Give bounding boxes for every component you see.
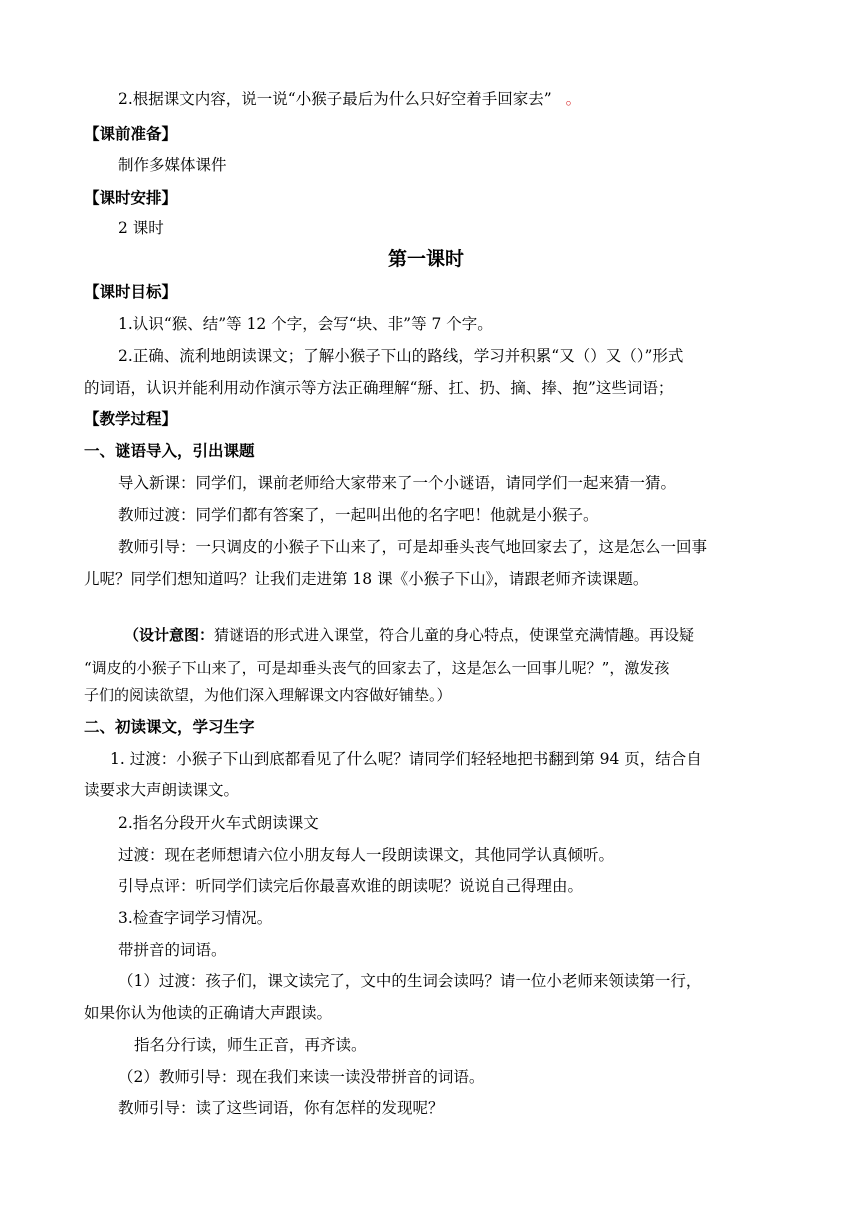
step-3-text: 3.检查字词学习情况。	[118, 909, 273, 927]
step-1-continued: 读要求大声朗读课文。	[84, 781, 240, 799]
preparation-text: 制作多媒体课件	[118, 156, 227, 174]
section-1-heading: 一、谜语导入，引出课题	[84, 442, 255, 460]
heading-lesson-goals: 【课时目标】	[84, 283, 178, 301]
guidance-continued: 儿呢？同学们想知道吗？让我们走进第 18 课《小猴子下山》，请跟老师齐读课题。	[84, 570, 649, 588]
heading-teaching-process: 【教学过程】	[84, 410, 178, 428]
substep-1-text: （1）过渡：孩子们，课文读完了，文中的生词会读吗？请一位小老师来领读第一行，	[118, 972, 702, 990]
step-2-comment: 引导点评：听同学们读完后你最喜欢谁的朗读呢？说说自己得理由。	[118, 877, 584, 895]
design-intent-line-2: “调皮的小猴子下山来了，可是却垂头丧气的回家去了，这是怎么一回事儿呢？”，激发孩	[84, 659, 670, 677]
substep-2-text: （2）教师引导：现在我们来读一读没带拼音的词语。	[118, 1068, 485, 1086]
substep-2-guidance: 教师引导：读了这些词语，你有怎样的发现呢？	[118, 1099, 444, 1117]
goal-2-text: 2.正确、流利地朗读课文；了解小猴子下山的路线，学习并积累“又（）又（）”形式	[118, 347, 684, 365]
step-1-text: 1. 过渡：小猴子下山到底都看见了什么呢？请同学们轻轻地把书翻到第 94 页，结合自	[110, 750, 702, 768]
intro-text: 导入新课：同学们，课前老师给大家带来了一个小谜语，请同学们一起来猜一猜。	[118, 474, 677, 492]
red-period-mark: 。	[565, 90, 582, 108]
design-intent-line-1	[124, 628, 694, 643]
design-intent-text: 猜谜语的形式进入课堂，符合儿童的身心特点，使课堂充满情趣。再设疑	[214, 626, 695, 644]
heading-preparation: 【课前准备】	[84, 125, 178, 143]
design-intent-label: （设计意图：	[124, 626, 215, 644]
goal-1-text: 1.认识“猴、结”等 12 个字，会写“块、非”等 7 个字。	[118, 315, 493, 333]
transition-text: 教师过渡：同学们都有答案了，一起叫出他的名字吧！他就是小猴子。	[118, 506, 599, 524]
guidance-text: 教师引导：一只调皮的小猴子下山来了，可是却垂头丧气地回家去了，这是怎么一回事	[118, 538, 708, 556]
section-2-heading: 二、初读课文，学习生字	[84, 718, 255, 736]
pinyin-words-label: 带拼音的词语。	[118, 941, 227, 959]
substep-1-continued: 如果你认为他读的正确请大声跟读。	[84, 1004, 333, 1022]
step-2-text: 2.指名分段开火车式朗读课文	[118, 814, 319, 832]
goal-2-continued: 的词语，认识并能利用动作演示等方法正确理解“掰、扛、扔、摘、捧、抱”这些词语；	[84, 379, 674, 397]
schedule-text: 2 课时	[118, 219, 164, 237]
heading-schedule: 【课时安排】	[84, 189, 178, 207]
objective-2-text: 2.根据课文内容，说一说“小猴子最后为什么只好空着手回家去”	[118, 90, 552, 108]
design-intent-line-3: 子们的阅读欲望，为他们深入理解课文内容做好铺垫。）	[84, 686, 452, 704]
substep-1-reading: 指名分行读，师生正音，再齐读。	[134, 1036, 367, 1054]
step-2-transition: 过渡：现在老师想请六位小朋友每人一段朗读课文，其他同学认真倾听。	[118, 846, 615, 864]
lesson-title: 第一课时	[388, 248, 465, 270]
objective-2-line	[118, 92, 581, 108]
